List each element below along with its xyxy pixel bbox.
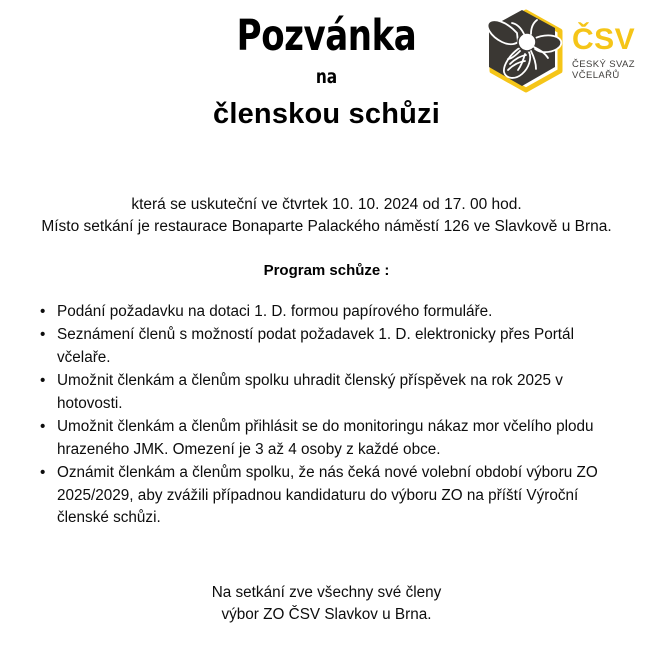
logo-subtitle-line1: ČESKÝ SVAZ (572, 58, 635, 70)
closing-line-signature: výbor ZO ČSV Slavkov u Brna. (221, 606, 432, 624)
list-item (0, 416, 653, 461)
program-list (0, 301, 653, 530)
list-item-text: Podání požadavku na dotaci 1. D. formou papírového formuláře. (57, 303, 493, 320)
logo-subtitle (572, 59, 635, 81)
logo-wordmark (572, 23, 635, 81)
logo-acronym: ČSV (572, 22, 636, 56)
list-item (0, 324, 653, 369)
document-header (0, 0, 653, 160)
bee-in-hexagon-icon (484, 9, 568, 95)
title-subtitle: členskou schůzi (212, 98, 440, 130)
bullet-icon: • (40, 372, 46, 390)
list-item-text: Oznámit členkám a členům spolku, že nás čeká nové volební období výboru ZO 2025/2029, aby zvážili případnou kandidaturu do výboru ZO na příští Výroční členské schůzi. (57, 464, 598, 527)
list-item (0, 462, 653, 529)
bullet-icon: • (40, 418, 46, 436)
intro-line-venue: Místo setkání je restaurace Bonaparte Palackého náměstí 126 ve Slavkově u Brna. (41, 218, 612, 235)
page-title: Pozvánka (236, 11, 417, 61)
bullet-icon: • (40, 303, 46, 320)
list-item-text: Umožnit členkám a členům přihlásit se do monitoringu nákaz mor včelího plodu hrazeného JMK. Omezení je 3 až 4 osoby z každé obce. (57, 418, 594, 458)
list-item-text: Seznámení členů s možností podat požadavek 1. D. elektronicky přes Portál včelaře. (57, 326, 574, 366)
intro-line-datetime: která se uskuteční ve čtvrtek 10. 10. 2024 od 17. 00 hod. (131, 196, 522, 213)
list-item (0, 370, 653, 415)
program-heading: Program schůze : (263, 262, 390, 279)
intro-block (0, 194, 653, 238)
title-connector: na (315, 66, 338, 88)
closing-line-invite: Na setkání zve všechny své členy (211, 583, 442, 601)
closing-block (0, 582, 653, 626)
bullet-icon: • (40, 326, 46, 344)
list-item (0, 301, 653, 323)
bullet-icon: • (40, 464, 46, 482)
logo-subtitle-line2: VČELAŘŮ (572, 70, 620, 81)
csv-logo (484, 8, 644, 96)
list-item-text: Umožnit členkám a členům spolku uhradit členský příspěvek na rok 2025 v hotovosti. (57, 372, 563, 412)
